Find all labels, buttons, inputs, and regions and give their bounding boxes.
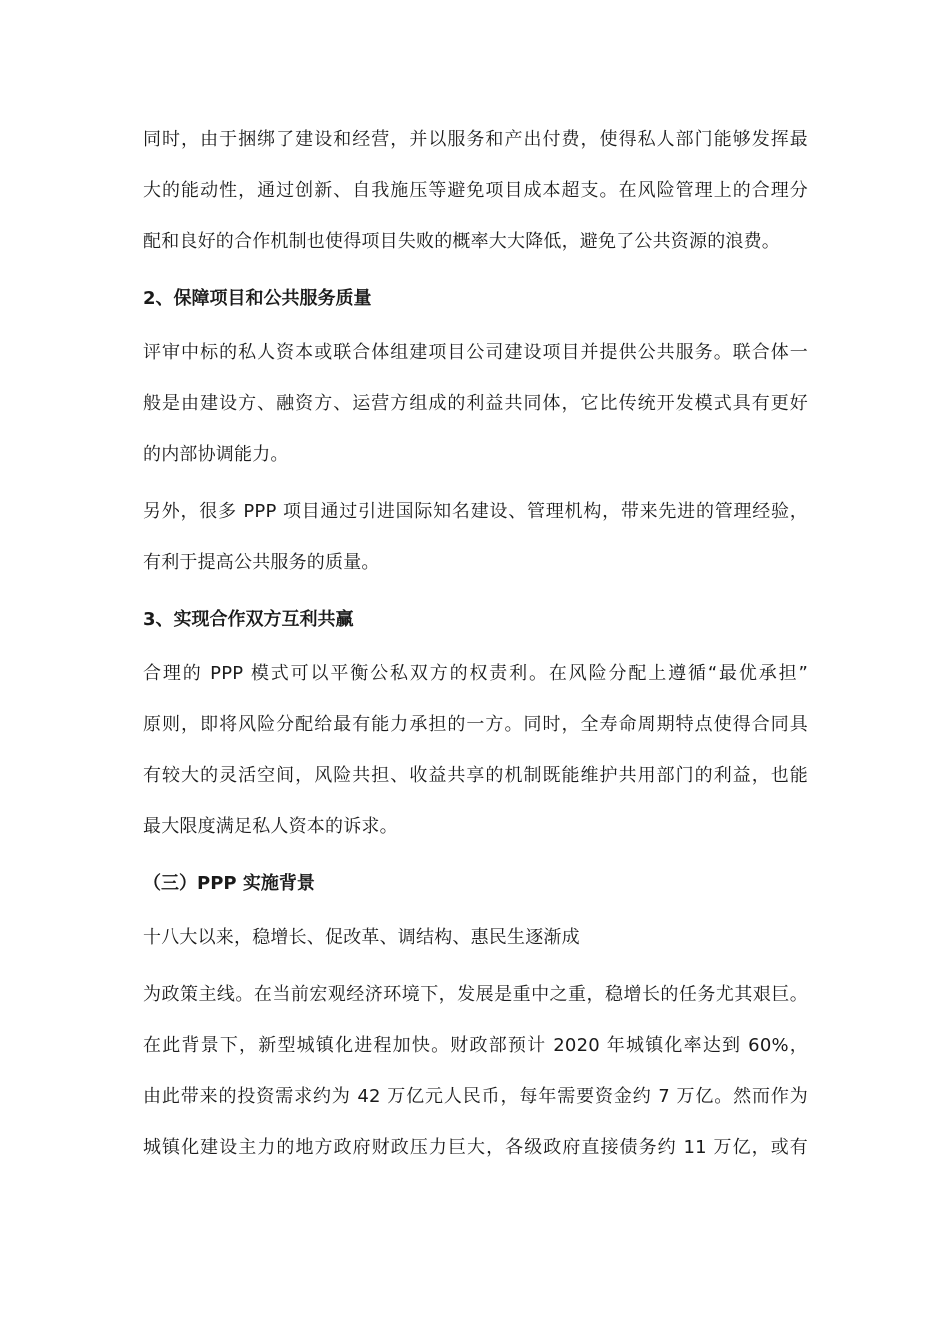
document-body xyxy=(143,114,808,1179)
text-line: 最大限度满足私人资本的诉求。 xyxy=(143,816,398,837)
paragraph-urbanization xyxy=(143,969,808,1173)
text-line: 城镇化建设主力的地方政府财政压力巨大，各级政府直接债务约 11 万亿，或有 xyxy=(143,1137,808,1158)
paragraph-benefits-efficiency xyxy=(143,114,808,267)
paragraph-consortium xyxy=(143,327,808,480)
section-heading-quality: 2、保障项目和公共服务质量 xyxy=(143,288,372,309)
text-line: 原则，即将风险分配给最有能力承担的一方。同时，全寿命周期特点使得合同具 xyxy=(143,714,808,735)
text-line: 由此带来的投资需求约为 42 万亿元人民币，每年需要资金约 7 万亿。然而作为 xyxy=(143,1086,808,1107)
text-line: 配和良好的合作机制也使得项目失败的概率大大降低，避免了公共资源的浪费。 xyxy=(143,231,780,252)
paragraph-policy-line xyxy=(143,912,808,963)
text-line: 在此背景下，新型城镇化进程加快。财政部预计 2020 年城镇化率达到 60%， xyxy=(143,1035,808,1056)
text-line: 大的能动性，通过创新、自我施压等避免项目成本超支。在风险管理上的合理分 xyxy=(143,180,808,201)
paragraph-international-experience xyxy=(143,486,808,588)
text-line: 另外，很多 PPP 项目通过引进国际知名建设、管理机构，带来先进的管理经验， xyxy=(143,501,808,522)
text-line: 有较大的灵活空间，风险共担、收益共享的机制既能维护共用部门的利益，也能 xyxy=(143,765,808,786)
text-line: 有利于提高公共服务的质量。 xyxy=(143,552,380,573)
text-line: 的内部协调能力。 xyxy=(143,444,289,465)
text-line: 评审中标的私人资本或联合体组建项目公司建设项目并提供公共服务。联合体一 xyxy=(143,342,808,363)
text-line: 合理的 PPP 模式可以平衡公私双方的权责利。在风险分配上遵循“最优承担” xyxy=(143,663,808,684)
section-heading-ppp-background: （三）PPP 实施背景 xyxy=(143,873,315,894)
text-line: 十八大以来，稳增长、促改革、调结构、惠民生逐渐成 xyxy=(143,927,580,948)
paragraph-risk-allocation xyxy=(143,648,808,852)
section-heading-win-win: 3、实现合作双方互利共赢 xyxy=(143,609,354,630)
text-line: 同时，由于捆绑了建设和经营，并以服务和产出付费，使得私人部门能够发挥最 xyxy=(143,129,808,150)
text-line: 为政策主线。在当前宏观经济环境下，发展是重中之重，稳增长的任务尤其艰巨。 xyxy=(143,984,808,1005)
text-line: 般是由建设方、融资方、运营方组成的利益共同体，它比传统开发模式具有更好 xyxy=(143,393,808,414)
